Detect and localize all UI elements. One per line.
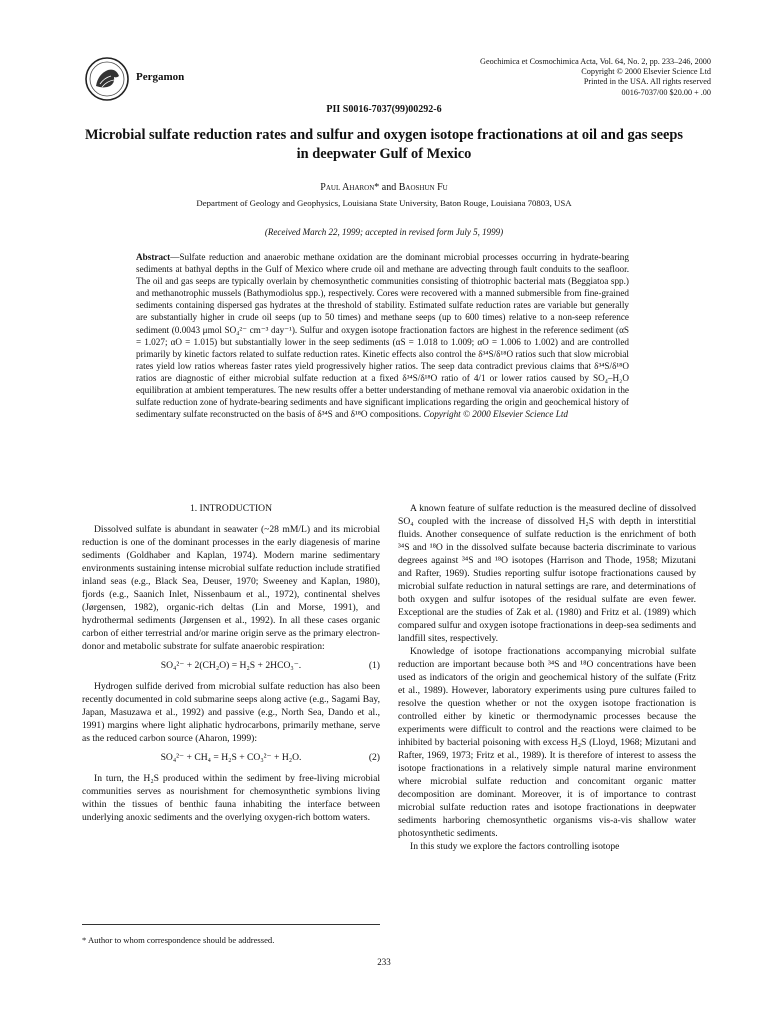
equation-2 bbox=[82, 751, 380, 764]
journal-line: Geochimica et Cosmochimica Acta, Vol. 64, No. 2, pp. 233–246, 2000 bbox=[480, 57, 711, 66]
pergamon-logo-icon bbox=[84, 56, 130, 102]
author-list bbox=[0, 182, 768, 193]
corresponding-mark: * bbox=[374, 182, 380, 193]
copyright-line: Copyright © 2000 Elsevier Science Ltd bbox=[581, 67, 711, 77]
paragraph: In turn, the H₂S produced within the sediment by free-living microbial communities serves as nourishment for chemosynthetic symbions living within the tissues of benthic fauna inhabiting the interface between underlying anoxic sediments and the overlying oxygen-rich bottom waters. bbox=[82, 773, 380, 823]
equation-text: SO₄²⁻ + CH₄ = H₂S + CO₃²⁻ + H₂O. bbox=[160, 752, 302, 763]
page-number: 233 bbox=[377, 957, 391, 967]
article-title: Microbial sulfate reduction rates and sulfur and oxygen isotope fractionations at oil and gas seeps in deepwater Gulf of Mexico bbox=[84, 127, 684, 162]
equation-number: (2) bbox=[368, 752, 380, 763]
paragraph: In this study we explore the factors controlling isotope bbox=[410, 841, 620, 852]
left-column bbox=[82, 502, 380, 824]
equation-number: (1) bbox=[368, 660, 380, 671]
right-column bbox=[398, 502, 696, 853]
author-name: Paul Aharon bbox=[320, 182, 375, 193]
abstract-label: Abstract bbox=[136, 252, 171, 262]
received-dates: (Received March 22, 1999; accepted in revised form July 5, 1999) bbox=[264, 227, 504, 237]
abstract-copyright: Copyright © 2000 Elsevier Science Ltd bbox=[423, 409, 568, 420]
section-heading: 1. INTRODUCTION bbox=[189, 503, 273, 514]
paragraph: Knowledge of isotope fractionations accompanying microbial sulfate reduction are important because both ³⁴S and ¹⁸O concentrations have been used as indicators of the origin and geochemical history of the sulfate (Fritz et al., 1989). However, laboratory experiments using pure cultures failed to resolve the question whether or not the oxygen isotope fractionation is controlled either by kinetic or thermodynamic processes because the experiments were difficult to control and the reactions were claimed to be inhibited by bacterial poisoning with excess H₂S (Lloyd, 1968; Mizutani and Rafter, 1969, 1973; Fritz et al., 1989). It is therefore of interest to assess the isotope fractionations in a relatively simple natural marine environment where microbial sulfate reduction and concomitant organic matter decomposition are dominant. Moreover, it is of importance to contrast microbial sulfate reduction rates and isotope fractionations in deepwater sediments harboring chemosynthetic organisms vis-a-vis shallow water photosynthetic sediments. bbox=[398, 646, 696, 839]
journal-citation bbox=[480, 57, 711, 98]
abstract bbox=[136, 251, 629, 420]
paragraph: Dissolved sulfate is abundant in seawater (~28 mM/L) and its microbial reduction is one of the dominant processes in the early diagenesis of marine sediments (Goldhaber and Kaplan, 1974). Modern marine sedimentary environments sustaining intense microbial sulfate reduction include stratified inland seas (e.g., Black Sea, Deuser, 1970; Sweeney and Kaplan, 1980), fjords (e.g., Saanich Inlet, Nissenbaum et al., 1972), continental shelves (Jørgensen, 1982), organic-rich deltas (Lin and Morse, 1991), and hydrothermal sediments (Jørgensen et al., 1992). In all these cases organic carbon of either terrestrial and/or marine origin serve as the primary electron-donor and metabolic substrate for sulfate anaerobic respiration: bbox=[82, 524, 380, 652]
footnote: * Author to whom correspondence should be addressed. bbox=[82, 935, 275, 945]
author-name: Baoshun Fu bbox=[398, 182, 448, 193]
paragraph: A known feature of sulfate reduction is the measured decline of dissolved SO₄ coupled with the increase of dissolved H₂S with depth in interstitial fluids. Another consequence of sulfate reduction is the enrichment of both ³⁴S and ¹⁸O in the dissolved sulfate because bacteria discriminate to various degrees against ³⁴S and ¹⁸O isotopes (Harrison and Thode, 1958; Mizutani and Rafter, 1969). Studies reporting sulfur isotope fractionations caused by microbial sulfate reduction in natural settings are rare, and determinations of both oxygen and sulfur isotopes of the residual sulfate are even fewer. Exceptional are the studies of Zak et al. (1980) and Fritz et al. (1989) which compared sulfur and oxygen isotope fractionations in deep-sea sediments and landfill sites, respectively. bbox=[398, 503, 696, 644]
affiliation: Department of Geology and Geophysics, Louisiana State University, Baton Rouge, Louisiana 70803, USA bbox=[196, 198, 572, 208]
paragraph: Hydrogen sulfide derived from microbial sulfate reduction has also been recently documented in cold submarine seeps along active (e.g., Sagami Bay, Japan, Masuzawa et al., 1992) and passive (e.g., North Sea, Dando et al., 1991) margins where light aliphatic hydrocarbons, primarily methane, serve as the reduced carbon source (Aharon, 1999): bbox=[82, 681, 380, 744]
author-and: and bbox=[381, 182, 397, 193]
pii-identifier: PII S0016-7037(99)00292-6 bbox=[326, 104, 442, 115]
issn-line: 0016-7037/00 $20.00 + .00 bbox=[621, 87, 711, 97]
publisher-name: Pergamon bbox=[136, 71, 185, 83]
footnote-divider bbox=[82, 924, 380, 925]
printed-line: Printed in the USA. All rights reserved bbox=[583, 77, 711, 87]
equation-text: SO₄²⁻ + 2(CH₂O) = H₂S + 2HCO₃⁻. bbox=[160, 660, 302, 671]
equation-1 bbox=[82, 659, 380, 672]
abstract-text: —Sulfate reduction and anaerobic methane oxidation are the dominant microbial processes occurring in hydrate-bearing sediments at bathyal depths in the Gulf of Mexico where crude oil and methane are advecting through fault conduits to the seafloor. The oil and gas seeps are typically overlain by chemosynthetic communities consisting of thiotrophic bacterial mats (Beggiatoa spp.) and methanotrophic mussels (Bathymodiolus spp.), respectively. Cores were recovered with a manned submersible from fine-grained sediments containing dispersed gas hydrates at the threshold of stability. Estimated sulfate reduction rates are variable but generally are substantially higher in crude oil seeps (up to 50 times) and methane seeps (up to 600 times) relative to a non-seep reference sediment (0.0043 μmol SO₄²⁻ cm⁻³ day⁻¹). Sulfur and oxygen isotope fractionation factors are highest in the reference sediment (αS = 1.027; αO = 1.015) but substantially lower in the seep sediments (αS = 1.018 to 1.009; αO = 1.006 to 1.002) and are controlled primarily by kinetic factors related to sulfate reduction rates. Kinetic effects also control the δ³⁴S/δ¹⁸O ratios such that slow microbial rates yield low ratios whereas faster rates yield progressively higher ratios. The seep data contradict previous claims that δ³⁴S/δ¹⁸O ratios are diagnostic of either microbial sulfate reduction at a fixed δ³⁴S/δ¹⁸O ratio of 4/1 or lower ratios caused by SO₄–H₂O equilibration at ambient temperatures. The new results offer a better understanding of methane removal via anaerobic oxidation in the sulfate reduction zone of hydrate-bearing sediments and have significant implications regarding the origin and geochemical history of sedimentary sulfate reconstructed on the basis of δ³⁴S and δ¹⁸O compositions. bbox=[136, 252, 629, 420]
